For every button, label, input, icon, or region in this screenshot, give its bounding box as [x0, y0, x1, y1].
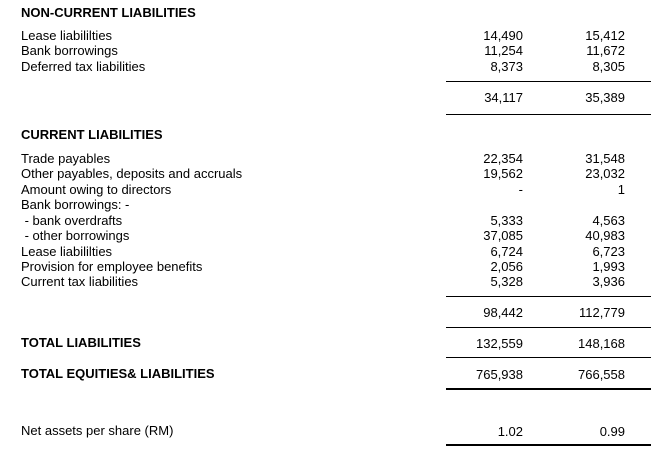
current-total-col2: 112,779	[578, 305, 625, 320]
row-value-col2: 23,032	[585, 166, 625, 181]
row-value-col1: 5,333	[490, 213, 523, 228]
total-liabilities-col1: 132,559	[476, 336, 523, 351]
non-current-heading: NON-CURRENT LIABILITIES	[21, 5, 196, 20]
total-rule	[446, 444, 651, 446]
current-total-col1: 98,442	[483, 305, 523, 320]
current-heading: CURRENT LIABILITIES	[21, 127, 163, 142]
total-equities-liabilities-col1: 765,938	[476, 367, 523, 382]
row-value-col2: 15,412	[585, 28, 625, 43]
row-label: Lease liabililties	[21, 28, 113, 43]
row-value-col1: 5,328	[490, 274, 523, 289]
row-label: Amount owing to directors	[21, 182, 172, 197]
row-value-col1: 2,056	[490, 259, 523, 274]
subtotal-rule	[446, 81, 651, 82]
row-value-col1: 6,724	[490, 244, 523, 259]
row-value-col2: 4,563	[592, 213, 625, 228]
row-label: Provision for employee benefits	[21, 259, 203, 274]
net-assets-label: Net assets per share (RM)	[21, 423, 174, 438]
row-value-col2: 40,983	[585, 228, 625, 243]
subtotal-rule	[446, 327, 651, 328]
total-equities-liabilities-label: TOTAL EQUITIES& LIABILITIES	[21, 366, 215, 381]
row-value-col1: 14,490	[483, 28, 523, 43]
row-label: Deferred tax liabilities	[21, 59, 146, 74]
non-current-total-col1: 34,117	[484, 90, 523, 105]
row-value-col1: 8,373	[490, 59, 523, 74]
net-assets-col2: 0.99	[599, 424, 625, 439]
non-current-total-col2: 35,389	[585, 90, 625, 105]
row-label: - other borrowings	[21, 228, 130, 243]
row-value-col1: 37,085	[483, 228, 523, 243]
row-value-col2: 1,993	[592, 259, 625, 274]
row-label: Bank borrowings	[21, 43, 118, 58]
row-label: Lease liabililties	[21, 244, 113, 259]
total-liabilities-label: TOTAL LIABILITIES	[21, 335, 141, 350]
row-label: Bank borrowings: -	[21, 197, 130, 212]
total-liabilities-col2: 148,168	[578, 336, 625, 351]
row-value-col2: 8,305	[592, 59, 625, 74]
row-value-col2: 6,723	[592, 244, 625, 259]
row-value-col2: 3,936	[592, 274, 625, 289]
row-value-col1: 11,254	[484, 43, 523, 58]
row-value-col2: 1	[617, 182, 625, 197]
total-rule	[446, 388, 651, 390]
row-value-col1: -	[518, 182, 523, 197]
row-label: Trade payables	[21, 151, 111, 166]
row-value-col2: 31,548	[585, 151, 625, 166]
net-assets-col1: 1.02	[497, 424, 523, 439]
row-label: Other payables, deposits and accruals	[21, 166, 243, 181]
row-value-col1: 19,562	[483, 166, 523, 181]
row-value-col1: 22,354	[483, 151, 523, 166]
subtotal-rule	[446, 296, 651, 297]
row-label: Current tax liabilities	[21, 274, 139, 289]
row-value-col2: 11,672	[586, 43, 625, 58]
total-rule	[446, 114, 651, 115]
total-equities-liabilities-col2: 766,558	[578, 367, 625, 382]
row-label: - bank overdrafts	[21, 213, 123, 228]
subtotal-rule	[446, 357, 651, 358]
